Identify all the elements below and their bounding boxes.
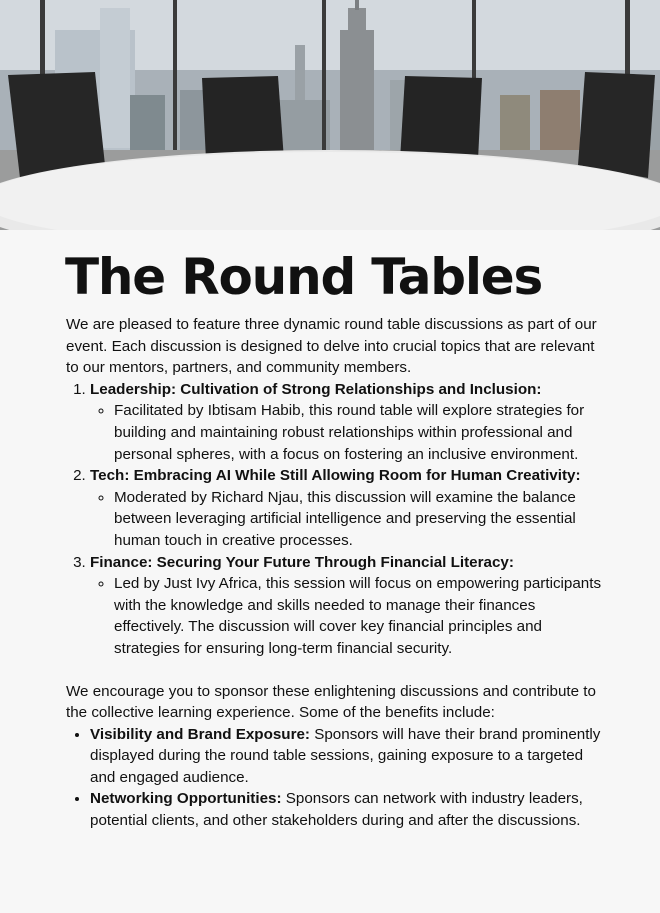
page-title: The Round Tables (65, 248, 543, 306)
sponsor-intro: We encourage you to sponsor these enlightening discussions and contribute to the collective learning experience. Some of the benefits include: (66, 682, 596, 722)
benefit-label: Visibility and Brand Exposure: (90, 725, 310, 743)
table-title: Finance: Securing Your Future Through Financial Literacy: (90, 553, 514, 571)
list-item (90, 379, 606, 465)
table-title: Tech: Embracing AI While Still Allowing Room for Human Creativity: (90, 467, 581, 485)
intro-paragraph: We are pleased to feature three dynamic round table discussions as part of our event. Each discussion is designed to delve into crucial topics that are relevant to our mentors, partners, and community members. (66, 316, 597, 377)
list-item (90, 552, 606, 660)
table-detail: ◦ Led by Just Ivy Africa, this session will focus on empowering participants with the knowledge and skills needed to manage their finances effectively. The discussion will cover key financial principles and strategies for ensuring long-term financial security. (114, 573, 606, 659)
table-detail: ◦ Facilitated by Ibtisam Habib, this round table will explore strategies for building and maintaining robust relationships within professional and personal spheres, with a focus on fostering an inclusive environment. (114, 400, 606, 465)
list-item (90, 724, 606, 789)
table-title: Leadership: Cultivation of Strong Relationships and Inclusion: (90, 380, 542, 398)
list-item (90, 788, 606, 831)
main-content (66, 240, 606, 832)
round-table-list (66, 379, 606, 660)
benefit-label: Networking Opportunities: (90, 790, 282, 808)
list-item (90, 465, 606, 551)
benefits-list (66, 724, 606, 832)
table-detail: ◦ Moderated by Richard Njau, this discussion will examine the balance between leveraging artificial intelligence and preserving the essential human touch in creative processes. (114, 487, 606, 552)
hero-image (0, 0, 660, 230)
benefit-text: Sponsors can network with industry leaders, potential clients, and other stakeholders during and after the discussions. (90, 790, 583, 830)
benefit-text: Sponsors will have their brand prominently displayed during the round table sessions, gaining exposure to a targeted and engaged audience. (90, 725, 601, 786)
